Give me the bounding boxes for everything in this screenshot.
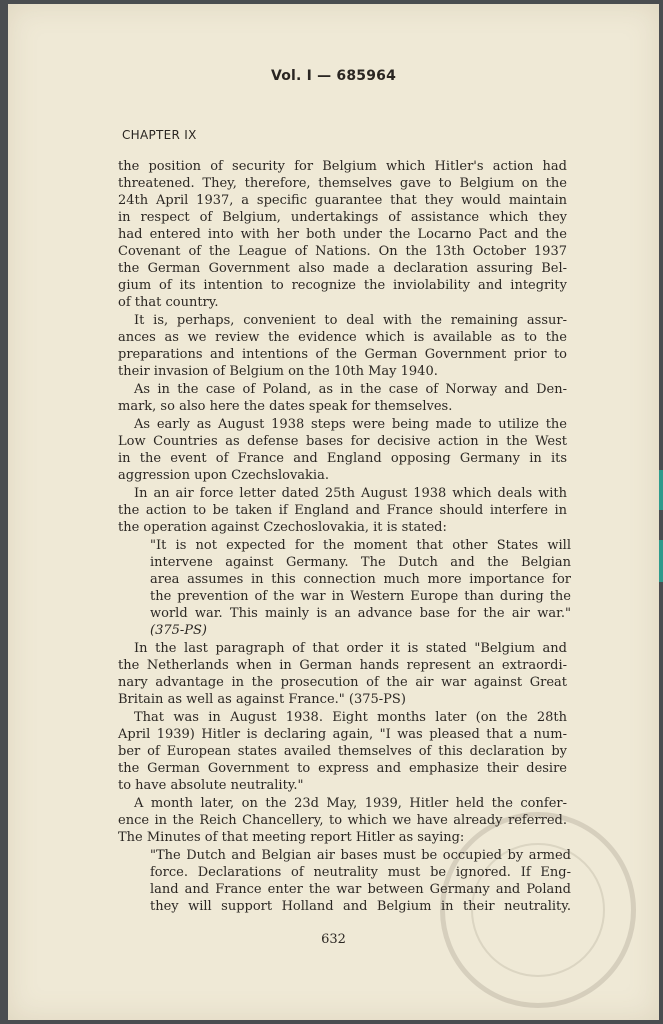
quote-line: the prevention of the war in Western Europe than during the (150, 589, 571, 604)
text-line: the action to be taken if England and France should interfere in (118, 503, 567, 518)
quote-line: land and France enter the war between Germany and Poland (150, 882, 571, 897)
text-line: It is, perhaps, convenient to deal with the remaining assur- (134, 313, 567, 328)
text-line: to have absolute neutrality." (118, 778, 304, 793)
quote-line: "The Dutch and Belgian air bases must be occupied by armed (150, 848, 571, 863)
text-line: of that country. (118, 295, 219, 310)
text-line: the German Government to express and emphasize their desire (118, 761, 567, 776)
text-line: the operation against Czechoslovakia, it is stated: (118, 520, 447, 535)
quote-line: they will support Holland and Belgium in their neutrality. (150, 899, 571, 914)
quote-line: "It is not expected for the moment that other States will (150, 538, 571, 553)
citation-line: (375-PS) (150, 623, 208, 638)
text-line: The Minutes of that meeting report Hitler as saying: (118, 830, 465, 845)
text-line: In an air force letter dated 25th August 1938 which deals with (134, 486, 567, 501)
text-line: nary advantage in the prosecution of the air war against Great (118, 675, 567, 690)
quote-line: intervene against Germany. The Dutch and the Belgian (150, 555, 571, 570)
text-line: Low Countries as defense bases for decisive action in the West (118, 434, 567, 449)
text-line: aggression upon Czechslovakia. (118, 468, 329, 483)
text-line: gium of its intention to recognize the inviolability and integrity (118, 278, 567, 293)
text-line: Britain as well as against France." (375-PS) (118, 692, 406, 707)
text-line: the German Government also made a declaration assuring Bel- (118, 261, 567, 276)
text-line: Covenant of the League of Nations. On the 13th October 1937 (118, 244, 567, 259)
text-line: ence in the Reich Chancellery, to which we have already referred. (118, 813, 567, 828)
text-line: In the last paragraph of that order it is stated "Belgium and (134, 641, 567, 656)
text-line: As early as August 1938 steps were being made to utilize the (134, 417, 567, 432)
text-line: threatened. They, therefore, themselves gave to Belgium on the (118, 176, 567, 191)
chapter-heading: CHAPTER IX (122, 128, 197, 142)
text-line: As in the case of Poland, as in the case of Norway and Den- (134, 382, 567, 397)
text-line: That was in August 1938. Eight months later (on the 28th (134, 710, 567, 725)
quote-line: force. Declarations of neutrality must be ignored. If Eng- (150, 865, 571, 880)
text-line: 24th April 1937, a specific guarantee that they would maintain (118, 193, 567, 208)
quote-line: area assumes in this connection much more importance for (150, 572, 571, 587)
page-number: 632 (321, 932, 346, 947)
text-line: the Netherlands when in German hands represent an extraordi- (118, 658, 567, 673)
text-line: their invasion of Belgium on the 10th May 1940. (118, 364, 438, 379)
page-header: Vol. I — 685964 (270, 68, 397, 84)
text-line: April 1939) Hitler is declaring again, "I was pleased that a num- (118, 727, 567, 742)
text-line: had entered into with her both under the Locarno Pact and the (118, 227, 567, 242)
quote-line: world war. This mainly is an advance base for the air war." (150, 606, 571, 621)
text-line: in respect of Belgium, undertakings of assistance which they (118, 210, 567, 225)
document-page (8, 4, 659, 1020)
text-line: mark, so also here the dates speak for themselves. (118, 399, 453, 414)
text-line: A month later, on the 23d May, 1939, Hitler held the confer- (134, 796, 567, 811)
text-line: in the event of France and England opposing Germany in its (118, 451, 567, 466)
text-line: the position of security for Belgium which Hitler's action had (118, 159, 567, 174)
text-line: ber of European states availed themselves of this declaration by (118, 744, 567, 759)
text-line: ances as we review the evidence which is available as to the (118, 330, 567, 345)
text-line: preparations and intentions of the German Government prior to (118, 347, 567, 362)
